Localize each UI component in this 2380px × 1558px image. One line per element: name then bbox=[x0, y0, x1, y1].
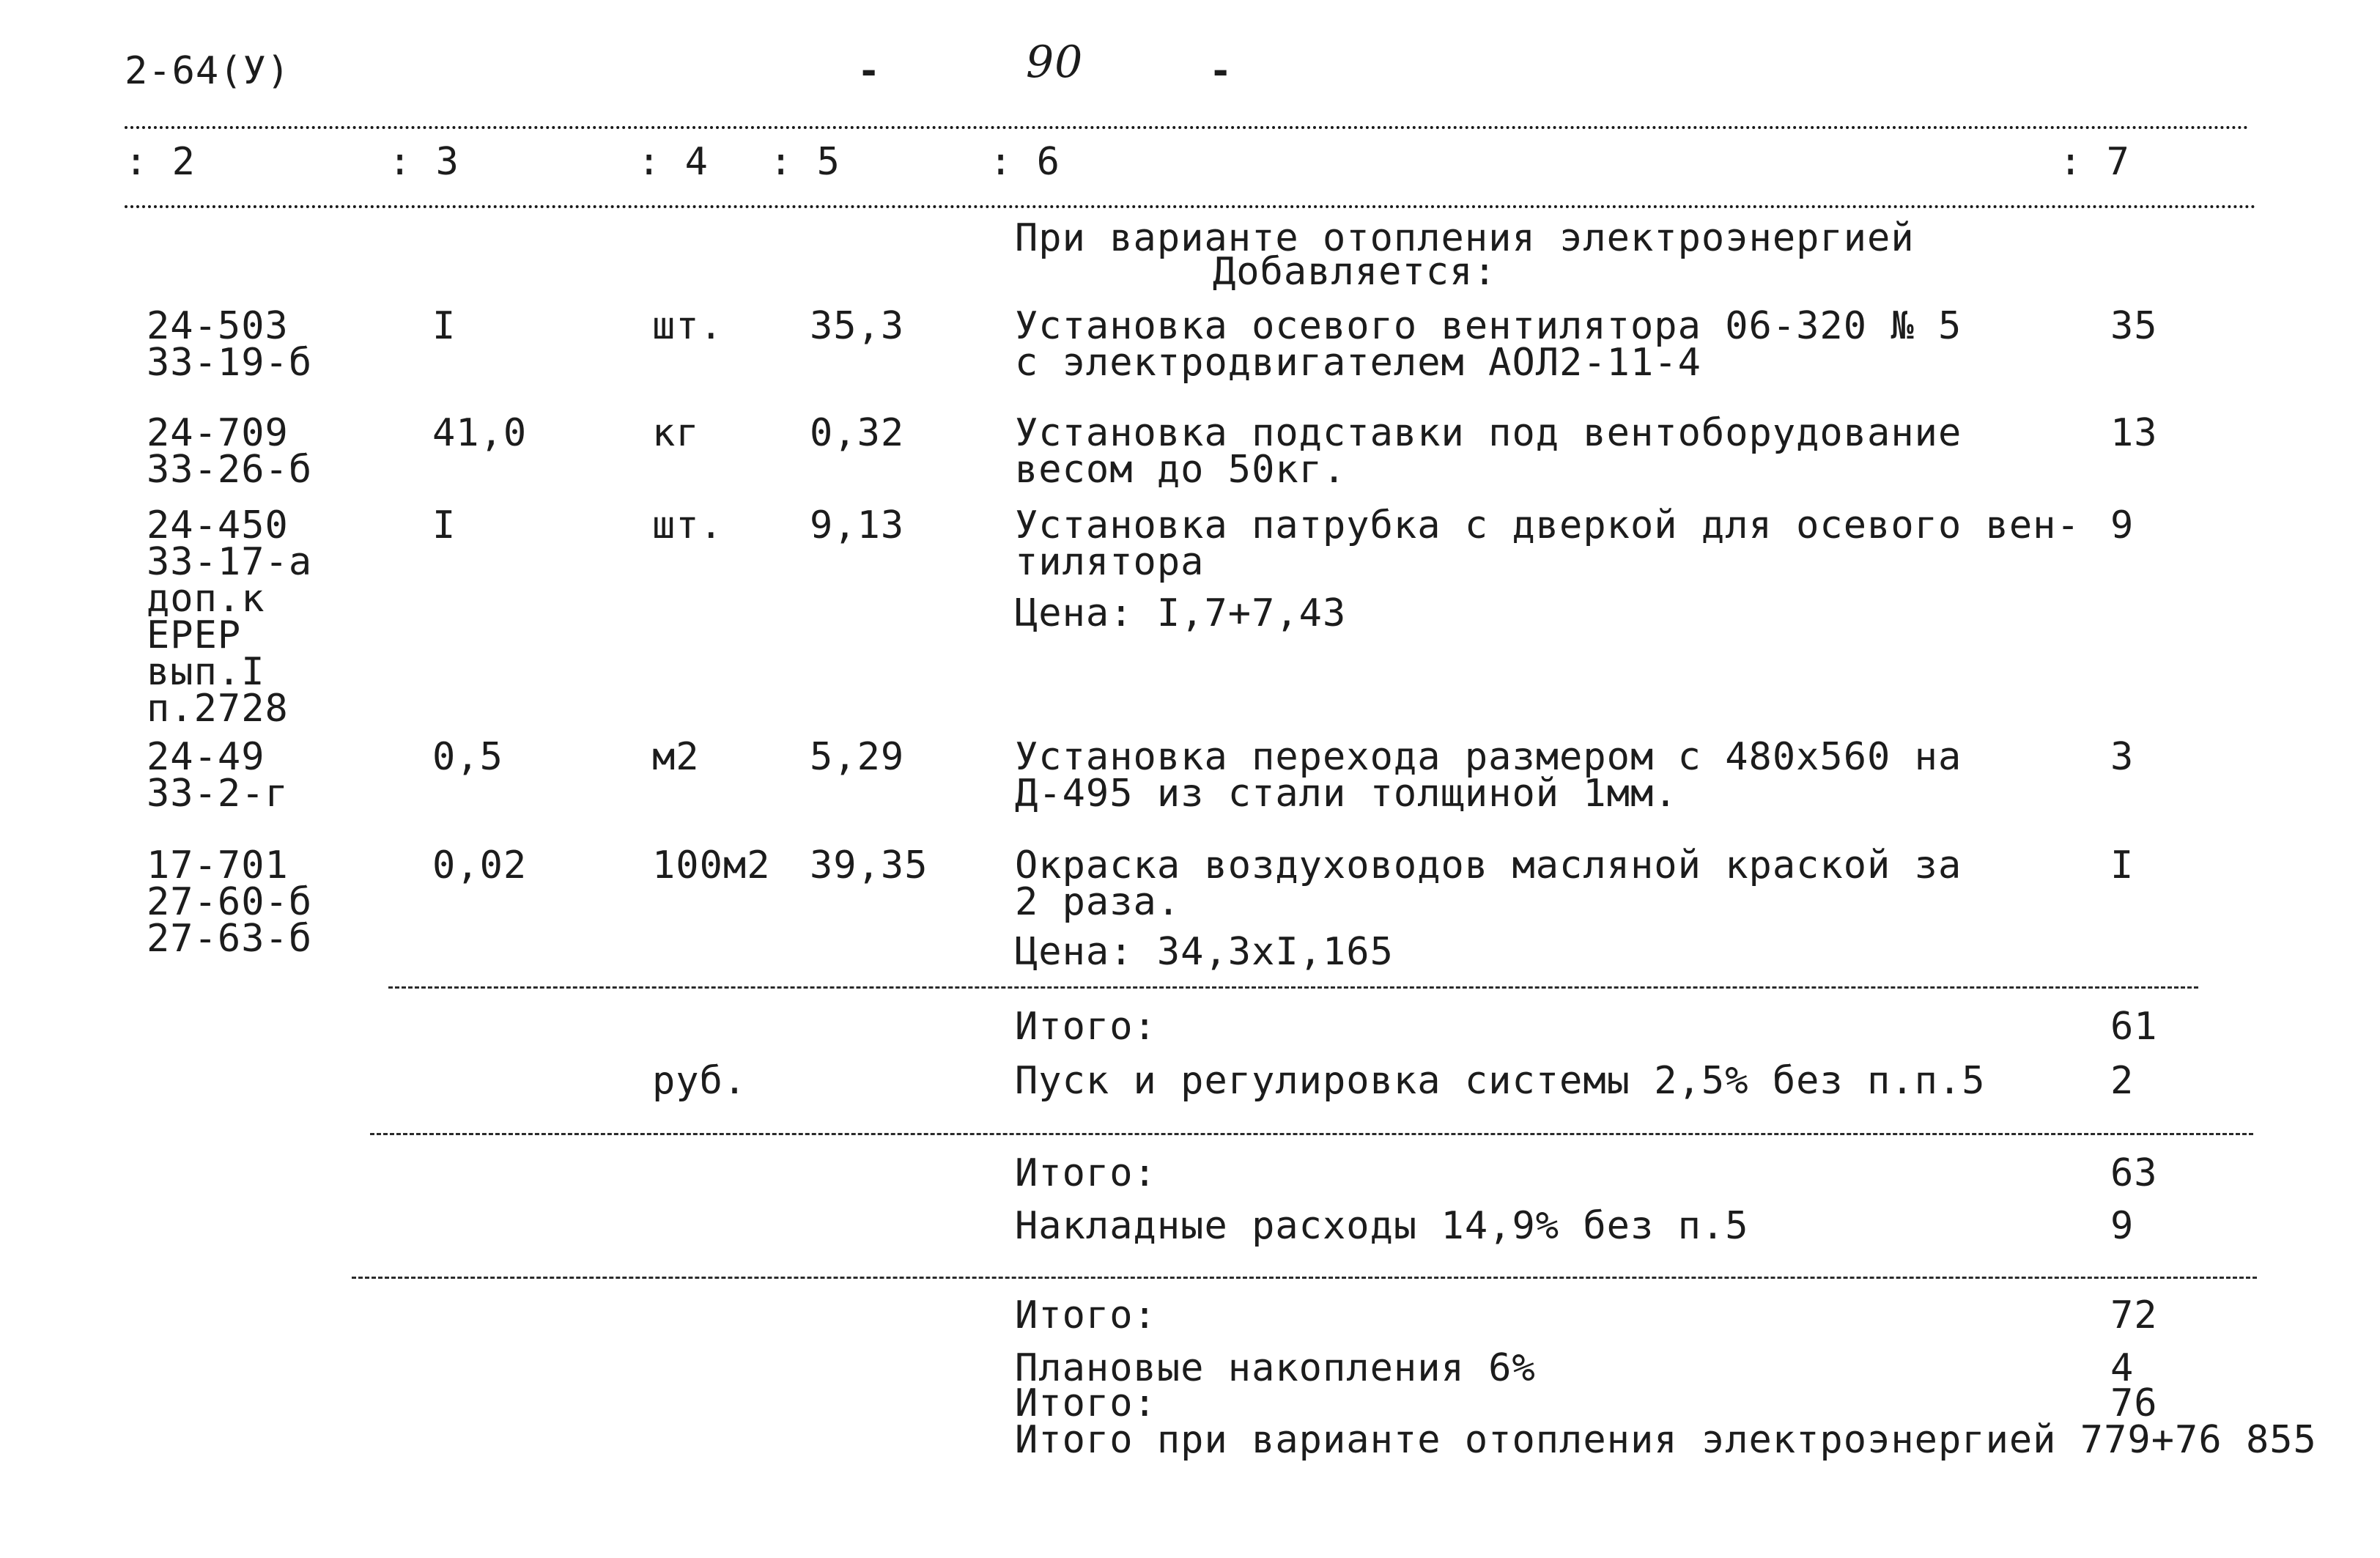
row-3-code: 24-450 33-17-а доп.к ЕРЕР вып.I п.2728 bbox=[147, 503, 313, 731]
pusk-unit: руб. bbox=[652, 1059, 747, 1103]
row-2-desc: Установка подставки под вентоборудование весом до 50кг. bbox=[1015, 411, 1962, 492]
row-4-code: 24-49 33-2-г bbox=[147, 735, 289, 816]
row-3-price-note: Цена: I,7+7,43 bbox=[1015, 591, 1347, 635]
subtotal-3-value: 72 bbox=[2110, 1293, 2158, 1337]
row-5-unit: 100м2 bbox=[652, 843, 771, 887]
row-4-desc: Установка перехода размером с 480х560 на Д-495 из стали толщиной 1мм. bbox=[1015, 735, 1962, 816]
grand-total-line: Итого при варианте отопления электроэнергией 779+76 855 bbox=[1015, 1418, 2317, 1462]
row-5-total: I bbox=[2110, 843, 2135, 887]
row-1-unit: шт. bbox=[652, 304, 723, 348]
row-1-code: 24-503 33-19-б bbox=[147, 304, 313, 385]
row-5-code: 17-701 27-60-б 27-63-б bbox=[147, 843, 313, 961]
subtotal-3-label: Итого: bbox=[1015, 1293, 1157, 1337]
summary-rule-2 bbox=[370, 1133, 2253, 1135]
subtotal-2-label: Итого: bbox=[1015, 1151, 1157, 1195]
col-header-6: : 6 bbox=[989, 140, 1060, 184]
col-header-4: : 4 bbox=[638, 140, 709, 184]
col-header-7: : 7 bbox=[2059, 140, 2130, 184]
row-2-code: 24-709 33-26-б bbox=[147, 411, 313, 492]
top-rule bbox=[125, 126, 2250, 129]
row-3-total: 9 bbox=[2110, 503, 2135, 547]
intro-line-2: Добавляется: bbox=[1213, 250, 1497, 294]
header-dash-right: - bbox=[1209, 49, 1233, 93]
row-5-price-note: Цена: 34,3хI,165 bbox=[1015, 930, 1394, 974]
row-1-total: 35 bbox=[2110, 304, 2158, 348]
subtotal-4-value: 76 bbox=[2110, 1381, 2158, 1425]
row-5-desc: Окраска воздуховодов масляной краской за 2 раза. bbox=[1015, 843, 1962, 924]
row-3-qty: I bbox=[432, 503, 457, 547]
row-1-desc: Установка осевого вентилятора 06-320 № 5 с электродвигателем АОЛ2-11-4 bbox=[1015, 304, 1962, 385]
row-4-unit: м2 bbox=[652, 735, 700, 779]
row-2-qty: 41,0 bbox=[432, 411, 528, 455]
header-bottom-rule bbox=[125, 205, 2257, 208]
row-1-qty: I bbox=[432, 304, 457, 348]
document-code: 2-64(У) bbox=[125, 49, 291, 93]
row-3-price: 9,13 bbox=[810, 503, 905, 547]
planned-savings-value: 4 bbox=[2110, 1346, 2135, 1390]
row-2-total: 13 bbox=[2110, 411, 2158, 455]
row-3-desc: Установка патрубка с дверкой для осевого вен- тилятора bbox=[1015, 503, 2080, 584]
row-4-price: 5,29 bbox=[810, 735, 905, 779]
planned-savings-label: Плановые накопления 6% bbox=[1015, 1346, 1536, 1390]
overhead-label: Накладные расходы 14,9% без п.5 bbox=[1015, 1204, 1749, 1248]
subtotal-1-label: Итого: bbox=[1015, 1005, 1157, 1049]
row-5-price: 39,35 bbox=[810, 843, 928, 887]
col-header-2: : 2 bbox=[125, 140, 196, 184]
pusk-value: 2 bbox=[2110, 1059, 2135, 1103]
intro-line-1: При варианте отопления электроэнергией bbox=[1015, 216, 1915, 260]
row-5-qty: 0,02 bbox=[432, 843, 528, 887]
summary-rule-3 bbox=[352, 1277, 2257, 1279]
col-header-5: : 5 bbox=[769, 140, 840, 184]
page-number: 90 bbox=[1026, 37, 1084, 88]
row-4-total: 3 bbox=[2110, 735, 2135, 779]
row-2-price: 0,32 bbox=[810, 411, 905, 455]
overhead-value: 9 bbox=[2110, 1204, 2135, 1248]
subtotal-2-value: 63 bbox=[2110, 1151, 2158, 1195]
row-4-qty: 0,5 bbox=[432, 735, 503, 779]
summary-rule-1 bbox=[388, 986, 2198, 989]
col-header-3: : 3 bbox=[388, 140, 459, 184]
pusk-label: Пуск и регулировка системы 2,5% без п.п.5 bbox=[1015, 1059, 1986, 1103]
row-1-price: 35,3 bbox=[810, 304, 905, 348]
row-2-unit: кг bbox=[652, 411, 700, 455]
subtotal-4-label: Итого: bbox=[1015, 1381, 1157, 1425]
header-dash-left: - bbox=[857, 49, 882, 93]
row-3-unit: шт. bbox=[652, 503, 723, 547]
subtotal-1-value: 61 bbox=[2110, 1005, 2158, 1049]
